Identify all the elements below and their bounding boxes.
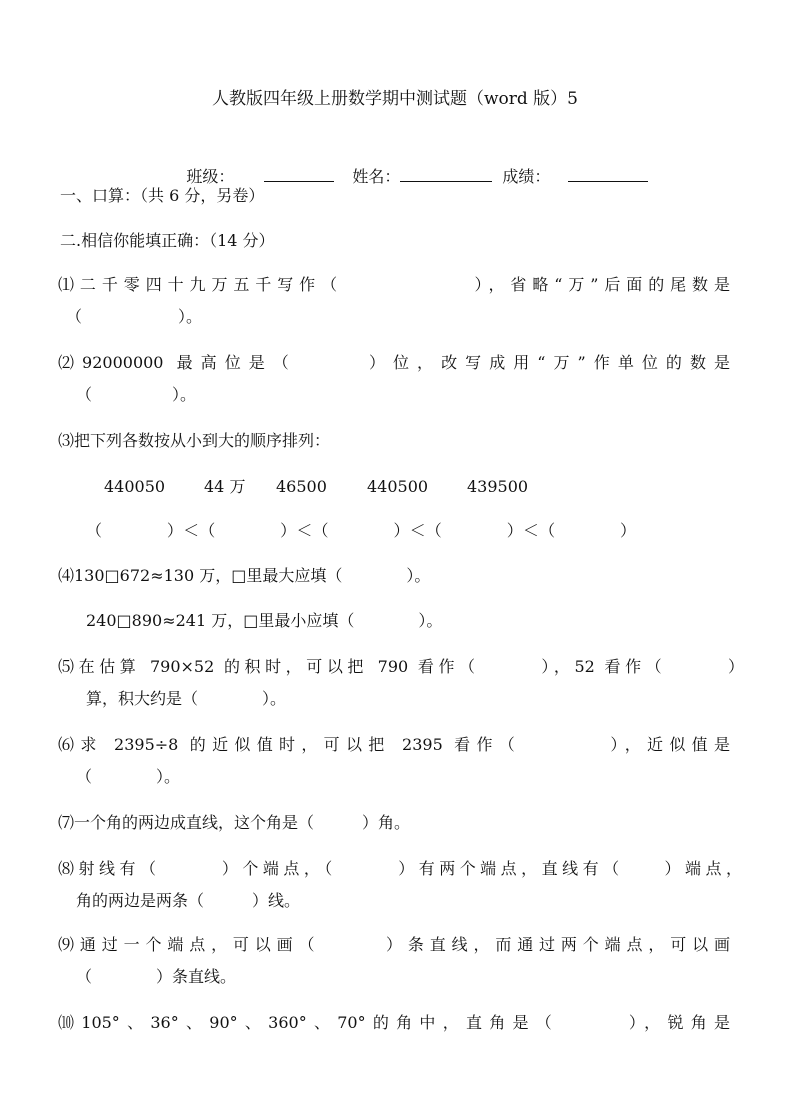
question-4-line-2: 240□890≈241 万，□里最小应填（ ）。 bbox=[86, 611, 443, 630]
question-1-line-2: （ ）。 bbox=[66, 307, 203, 326]
class-label: 班级： bbox=[186, 167, 235, 186]
question-7-line-1: ⑺一个角的两边成直线，这个角是（ ）角。 bbox=[58, 813, 411, 832]
number-46500: 46500 bbox=[276, 477, 327, 496]
question-1-line-1: ⑴二千零四十九万五千写作（ ），省略“万”后面的尾数是 bbox=[58, 275, 730, 294]
question-5-line-2: 算，积大约是（ ）。 bbox=[86, 689, 287, 708]
score-label: 成绩： bbox=[502, 167, 551, 186]
section-1-heading: 一、口算：（共 6 分，另卷） bbox=[60, 186, 265, 205]
question-3-ordering-blanks: （ ）＜（ ）＜（ ）＜（ ）＜（ ） bbox=[86, 521, 636, 540]
question-2-line-1: ⑵92000000 最高位是（ ）位，改写成用“万”作单位的数是 bbox=[58, 353, 730, 372]
question-8-line-2: 角的两边是两条（ ）线。 bbox=[76, 891, 301, 910]
number-440050: 440050 bbox=[104, 477, 166, 496]
question-10-line-1: ⑽105°、36°、90°、360°、70°的角中，直角是（ ），锐角是 bbox=[58, 1013, 730, 1032]
question-6-line-1: ⑹求 2395÷8 的近似值时，可以把 2395 看作（ ），近似值是 bbox=[58, 735, 730, 754]
question-3-line-1: ⑶把下列各数按从小到大的顺序排列： bbox=[58, 431, 331, 450]
question-9-line-2: （ ）条直线。 bbox=[76, 967, 237, 986]
question-5-line-1: ⑸在估算 790×52 的积时，可以把 790 看作（ ），52 看作（ ） bbox=[58, 657, 744, 676]
name-blank[interactable] bbox=[400, 165, 492, 182]
question-6-line-2: （ ）。 bbox=[76, 767, 181, 786]
question-4-line-1: ⑷130□672≈130 万，□里最大应填（ ）。 bbox=[58, 566, 431, 585]
score-blank[interactable] bbox=[568, 165, 648, 182]
section-2-heading: 二.相信你能填正确：（14 分） bbox=[60, 231, 275, 250]
question-2-line-2: （ ）。 bbox=[76, 385, 197, 404]
class-blank[interactable] bbox=[264, 165, 334, 182]
name-label: 姓名： bbox=[352, 167, 401, 186]
question-9-line-1: ⑼通过一个端点，可以画（ ）条直线，而通过两个端点，可以画 bbox=[58, 935, 730, 954]
question-8-line-1: ⑻射线有（ ）个端点，（ ）有两个端点，直线有（ ）端点， bbox=[58, 859, 742, 878]
number-439500: 439500 bbox=[467, 477, 529, 496]
number-44-wan: 44 万 bbox=[204, 477, 246, 496]
number-440500: 440500 bbox=[367, 477, 429, 496]
page-title: 人教版四年级上册数学期中测试题（word 版）5 bbox=[211, 89, 578, 109]
